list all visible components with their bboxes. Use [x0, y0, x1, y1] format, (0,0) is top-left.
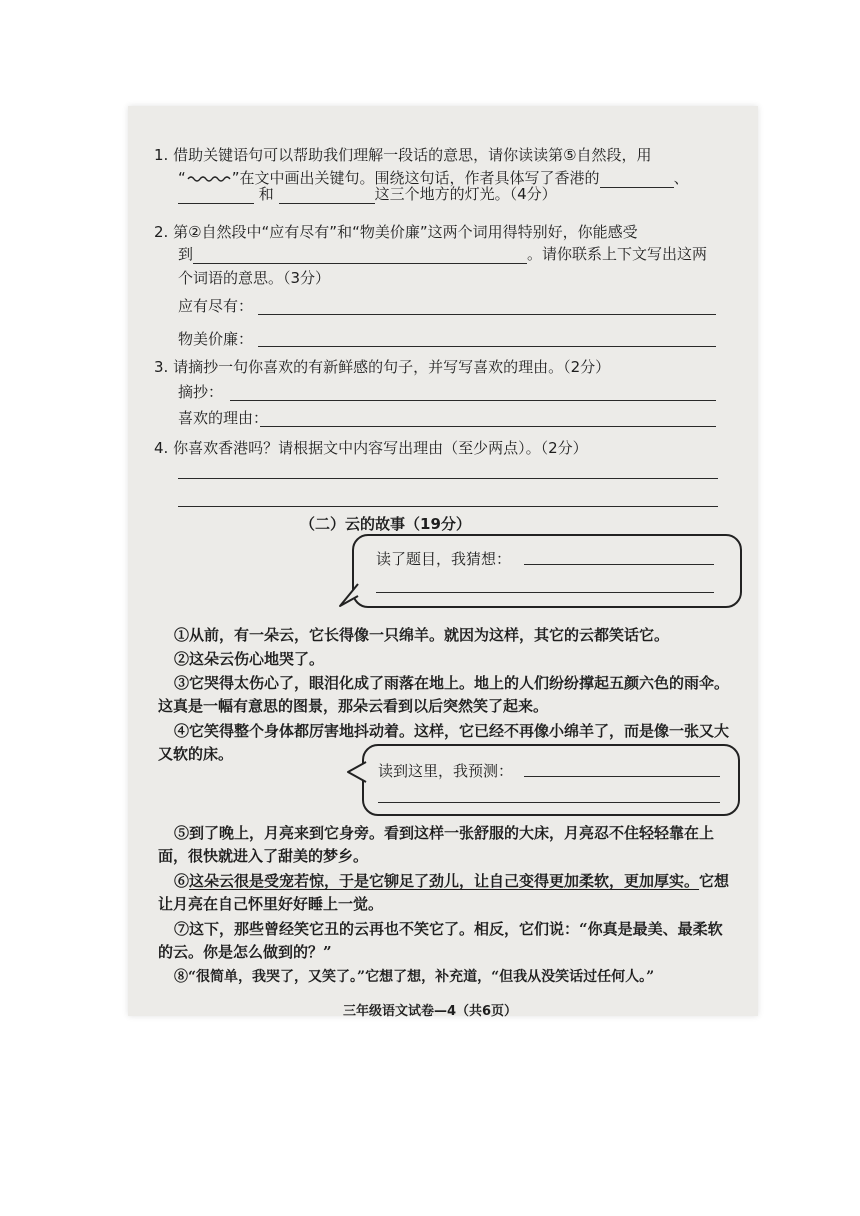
q1-line3 — [178, 184, 557, 204]
q1-line2-text: ”在文中画出关键句。围绕这句话，作者具体写了香港的 — [231, 169, 600, 187]
q2-line2 — [178, 244, 707, 264]
passage-paragraph-1: ①从前，有一朵云，它长得像一只绵羊。就因为这样，其它的云都笑话它。 — [174, 626, 670, 644]
q3-answer-line-b[interactable] — [260, 426, 716, 427]
q2-answer-line-a[interactable] — [258, 314, 716, 315]
passage-paragraph-4: ④它笑得整个身体都厉害地抖动着。这样，它已经不再像小绵羊了，而是像一张又大又软的床。 — [158, 722, 730, 763]
bubble-tail-icon-2 — [346, 760, 368, 786]
q1-comma: 、 — [673, 169, 689, 187]
bubble-predict-line-1[interactable] — [524, 776, 720, 777]
q3-label-reason: 喜欢的理由： — [178, 409, 269, 427]
q1-line3-text: 这三个地方的灯光。（4分） — [374, 185, 557, 203]
passage-paragraph-6: ⑥这朵云很是受宠若惊，于是它铆足了劲儿，让自己变得更加柔软，更加厚实。它想让月亮在自己怀里好好睡上一觉。 — [158, 872, 730, 913]
thought-bubble-guess — [352, 534, 742, 608]
passage-paragraph-3: ③它哭得太伤心了，眼泪化成了雨落在地上。地上的人们纷纷撑起五颜六色的雨伞。这真是一幅有意思的图景，那朵云看到以后突然笑了起来。 — [158, 674, 730, 715]
wavy-line-icon — [186, 174, 232, 184]
bubble-guess-line-1[interactable] — [524, 564, 714, 565]
q2-label-yingyoujinyou: 应有尽有： — [178, 297, 254, 315]
passage-paragraph-5: ⑤到了晚上，月亮来到它身旁。看到这样一张舒服的大床，月亮忍不住轻轻靠在上面，很快就进入了甜美的梦乡。 — [158, 824, 715, 865]
q2-answer-blank[interactable] — [193, 247, 527, 264]
q1-open-quote: “ — [178, 169, 186, 187]
q2-line3: 个词语的意思。（3分） — [178, 269, 331, 287]
q1-answer-blank-2[interactable] — [178, 187, 254, 204]
q2-answer-line-b[interactable] — [258, 346, 716, 347]
bubble-guess-text: 读了题目，我猜想： — [376, 550, 512, 568]
page-footer: 三年级语文试卷—4（共6页） — [342, 1004, 518, 1019]
q2-line2-prefix: 到 — [178, 245, 194, 263]
q2-line2-text: 。请你联系上下文写出这两 — [527, 245, 708, 263]
q2-label-wumeijialian: 物美价廉： — [178, 330, 254, 348]
q3-answer-line-a[interactable] — [230, 400, 716, 401]
bubble-predict-line-2[interactable] — [378, 802, 720, 803]
q3-label-copy: 摘抄： — [178, 383, 224, 401]
underlined-sentence: 这朵云很是受宠若惊，于是它铆足了劲儿，让自己变得更加柔软，更加厚实。 — [189, 872, 700, 890]
thought-bubble-predict — [362, 744, 740, 816]
q1-and: 和 — [258, 185, 274, 203]
q4-answer-line-b[interactable] — [178, 506, 718, 507]
passage-paragraph-2: ②这朵云伤心地哭了。 — [174, 650, 325, 668]
passage-paragraph-7: ⑦这下，那些曾经笑它丑的云再也不笑它了。相反，它们说：“你真是最美、最柔软的云。你是怎么做到的？” — [158, 920, 723, 961]
q2-line1: 2. 第②自然段中“应有尽有”和“物美价廉”这两个词用得特别好，你能感受 — [154, 223, 638, 241]
q1-answer-blank-1[interactable] — [600, 171, 674, 188]
q1-line1: 1. 借助关键语句可以帮助我们理解一段话的意思，请你读读第⑤自然段，用 — [154, 146, 652, 164]
section-title: （二）云的故事（19分） — [300, 515, 471, 533]
passage-paragraph-8: ⑧“很简单，我哭了，又笑了。”它想了想，补充道，“但我从没笑话过任何人。” — [174, 969, 655, 985]
q3-line1: 3. 请摘抄一句你喜欢的有新鲜感的句子，并写写喜欢的理由。（2分） — [154, 358, 611, 376]
q4-answer-line-a[interactable] — [178, 478, 718, 479]
q4-line1: 4. 你喜欢香港吗？请根据文中内容写出理由（至少两点）。（2分） — [154, 439, 588, 457]
q1-answer-blank-3[interactable] — [279, 187, 375, 204]
bubble-guess-line-2[interactable] — [376, 592, 714, 593]
bubble-tail-icon — [338, 582, 360, 610]
bubble-predict-text: 读到这里，我预测： — [378, 762, 514, 780]
